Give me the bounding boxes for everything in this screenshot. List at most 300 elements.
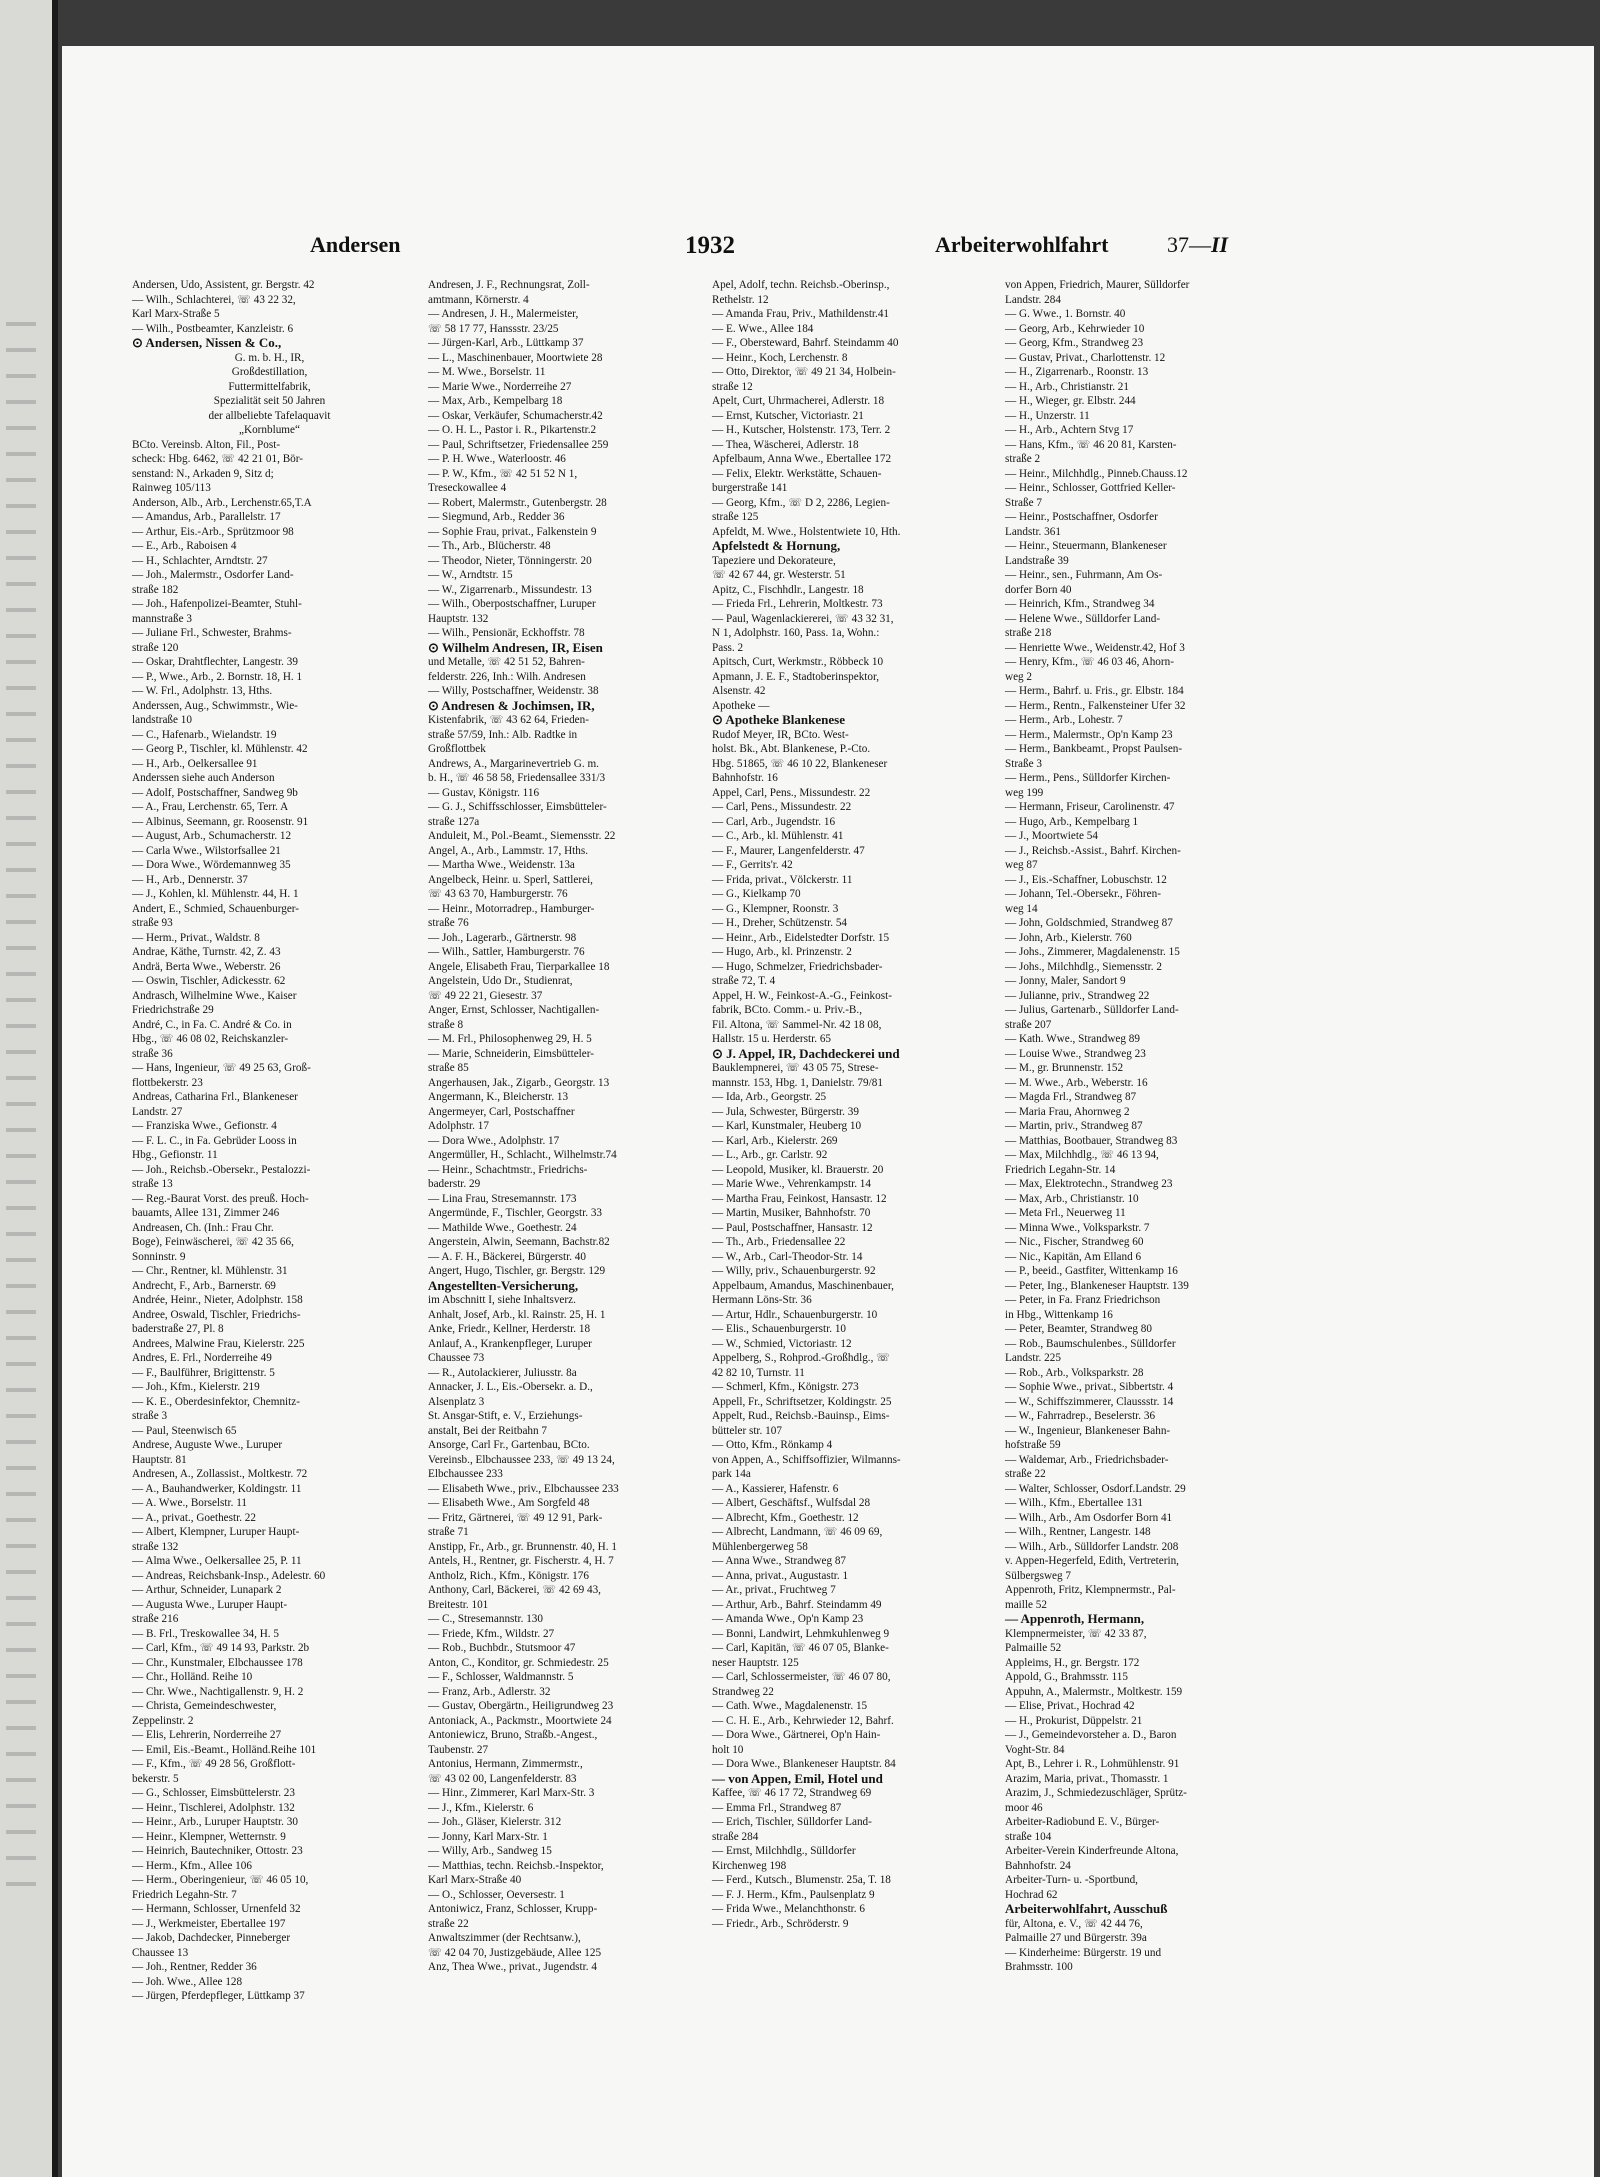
directory-line: Apfelbaum, Anna Wwe., Ebertallee 172 — [712, 453, 892, 465]
directory-line: — Nic., Fischer, Strandweg 60 — [1005, 1236, 1144, 1248]
directory-line: mannstr. 153, Hbg. 1, Danielstr. 79/81 — [712, 1076, 883, 1089]
directory-line: — H., Zigarrenarb., Roonstr. 13 — [1005, 366, 1149, 378]
directory-line: — G. Wwe., 1. Bornstr. 40 — [1005, 308, 1126, 320]
directory-line: — Arthur, Schneider, Lunapark 2 — [132, 1584, 282, 1596]
directory-line: — Meta Frl., Neuerweg 11 — [1005, 1207, 1126, 1219]
directory-line: Bahnhofstr. 16 — [712, 772, 778, 784]
directory-line: Karl Marx-Straße 5 — [132, 308, 220, 320]
directory-line: straße 71 — [428, 1526, 469, 1538]
directory-line: Anlauf, A., Krankenpfleger, Luruper — [428, 1337, 592, 1350]
directory-line: straße 2 — [1005, 453, 1041, 465]
directory-line: Andersen, Udo, Assistent, gr. Bergstr. 42 — [132, 279, 315, 291]
directory-line: — Theodor, Nieter, Tönningerstr. 20 — [428, 554, 592, 567]
directory-line: — Heinrich, Bautechniker, Ottostr. 23 — [132, 1845, 303, 1857]
directory-line: Bauklempnerei, ☏ 43 05 75, Strese- — [712, 1062, 879, 1074]
directory-line: — Andresen, J. H., Malermeister, — [428, 308, 579, 320]
directory-line: landstraße 10 — [132, 714, 192, 726]
directory-line: Appel, Carl, Pens., Missundestr. 22 — [712, 786, 871, 799]
directory-line: Appelt, Rud., Reichsb.-Bauinsp., Eims- — [712, 1410, 890, 1422]
directory-line: — Arthur, Arb., Bahrf. Steindamm 49 — [712, 1598, 882, 1611]
directory-line: — M., gr. Brunnenstr. 152 — [1005, 1062, 1124, 1074]
directory-line: Appenroth, Fritz, Klempnermstr., Pal- — [1005, 1584, 1176, 1596]
directory-line: Landstr. 284 — [1005, 293, 1061, 306]
directory-line: Antels, H., Rentner, gr. Fischerstr. 4, H. 7 — [428, 1555, 614, 1567]
directory-line: Tapeziere und Dekorateure, — [712, 554, 836, 567]
adjacent-page-edge — [0, 0, 58, 2177]
directory-line: — Heinr., Motorradrep., Hamburger- — [428, 902, 595, 915]
directory-line: Apitz, C., Fischhdlr., Langestr. 18 — [712, 583, 864, 596]
directory-line: — K. E., Oberdesinfektor, Chemnitz- — [132, 1395, 300, 1408]
directory-line: — Johs., Zimmerer, Magdalenenstr. 15 — [1005, 946, 1180, 958]
directory-line: anstalt, Bei der Reitbahn 7 — [428, 1424, 547, 1437]
directory-line: Annacker, J. L., Eis.-Obersekr. a. D., — [428, 1381, 593, 1393]
directory-line: straße 125 — [712, 511, 759, 523]
directory-line: — Herm., Arb., Lohestr. 7 — [1005, 714, 1123, 726]
directory-line: Hbg., Gefionstr. 11 — [132, 1149, 218, 1161]
directory-line: — A., Bauhandwerker, Koldingstr. 11 — [132, 1482, 302, 1495]
directory-line: Alsenstr. 42 — [712, 685, 766, 697]
directory-line: — Siegmund, Arb., Redder 36 — [428, 511, 565, 523]
directory-line: — Rob., Buchbdr., Stutsmoor 47 — [428, 1642, 576, 1654]
directory-line: straße 104 — [1005, 1830, 1052, 1843]
directory-line: — Amandus, Arb., Parallelstr. 17 — [132, 511, 281, 523]
directory-line: straße 93 — [132, 917, 173, 929]
directory-line: Anwaltszimmer (der Rechtsanw.), — [428, 1932, 581, 1944]
directory-line: hofstraße 59 — [1005, 1439, 1061, 1451]
directory-line: straße 120 — [132, 641, 179, 654]
directory-line: Angestellten-Versicherung, — [428, 1277, 579, 1293]
directory-line: — Herm., Bahrf. u. Fris., gr. Elbstr. 184 — [1005, 685, 1184, 697]
directory-line: — Hans, Ingenieur, ☏ 49 25 63, Groß- — [132, 1062, 311, 1074]
directory-line: — A., privat., Goethestr. 22 — [132, 1511, 256, 1524]
directory-line: Andert, E., Schmied, Schauenburger- — [132, 902, 300, 915]
directory-line: „Kornblume“ — [239, 424, 300, 436]
directory-line: Andrees, Malwine Frau, Kielerstr. 225 — [132, 1337, 305, 1350]
directory-line: — Rob., Arb., Volksparkstr. 28 — [1005, 1366, 1144, 1379]
directory-line: — C., Arb., kl. Mühlenstr. 41 — [712, 830, 844, 842]
directory-line: — Jürgen, Pferdepfleger, Lüttkamp 37 — [132, 1990, 305, 2002]
directory-line: — Magda Frl., Strandweg 87 — [1005, 1091, 1137, 1103]
directory-line: — Ernst, Kutscher, Victoriastr. 21 — [712, 409, 864, 422]
directory-line: ☏ 49 22 21, Giesestr. 37 — [428, 989, 543, 1002]
directory-line: — W., Arb., Carl-Theodor-Str. 14 — [712, 1250, 863, 1263]
directory-line: — Herm., Oberingenieur, ☏ 46 05 10, — [132, 1874, 309, 1886]
directory-line: — Carl, Kfm., ☏ 49 14 93, Parkstr. 2b — [132, 1642, 310, 1654]
directory-line: Arazim, J., Schmiedezuschläger, Sprütz- — [1005, 1787, 1187, 1799]
directory-line: straße 127a — [428, 815, 480, 828]
directory-line: — A. F. H., Bäckerei, Bürgerstr. 40 — [428, 1250, 586, 1263]
directory-line: in Hbg., Wittenkamp 16 — [1005, 1308, 1113, 1321]
directory-line: — Kinderheime: Bürgerstr. 19 und — [1005, 1946, 1162, 1959]
directory-line: — John, Goldschmied, Strandweg 87 — [1005, 917, 1173, 929]
directory-line: — Oskar, Drahtflechter, Langestr. 39 — [132, 656, 298, 668]
directory-line: — Herm., Privat., Waldstr. 8 — [132, 931, 260, 944]
directory-line: straße 12 — [712, 380, 753, 393]
directory-line: der allbeliebte Tafelaquavit — [208, 409, 331, 422]
directory-line: Hallstr. 15 u. Herderstr. 65 — [712, 1033, 832, 1045]
directory-line: — Marie Wwe., Vehrenkampstr. 14 — [712, 1178, 871, 1190]
directory-line: Landstr. 27 — [132, 1105, 183, 1118]
directory-line: — Marie, Schneiderin, Eimsbütteler- — [428, 1047, 594, 1060]
directory-line: — Artur, Hdlr., Schauenburgerstr. 10 — [712, 1308, 878, 1321]
directory-line: dorfer Born 40 — [1005, 583, 1072, 596]
directory-line: Klempnermeister, ☏ 42 33 87, — [1005, 1627, 1147, 1640]
directory-line: ☏ 58 17 77, Hanssstr. 23/25 — [428, 322, 559, 335]
directory-line: Apfeldt, M. Wwe., Holstentwiete 10, Hth. — [712, 525, 901, 538]
directory-line: Andres, E. Frl., Norderreihe 49 — [132, 1352, 272, 1364]
directory-line: — Nic., Kapitän, Am Elland 6 — [1005, 1250, 1142, 1263]
directory-line: Friedrich Legahn-Str. 7 — [132, 1888, 237, 1901]
directory-line: Arbeiter-Turn- u. -Sportbund, — [1005, 1874, 1138, 1886]
directory-line: v. Appen-Hegerfeld, Edith, Vertreterin, — [1005, 1555, 1179, 1567]
directory-line: Anton, C., Konditor, gr. Schmiedestr. 25 — [428, 1656, 609, 1669]
directory-line: — Martin, priv., Strandweg 87 — [1005, 1120, 1143, 1132]
directory-line: — Wilh., Kfm., Ebertallee 131 — [1005, 1497, 1143, 1509]
directory-line: straße 284 — [712, 1830, 759, 1843]
directory-line: Rudof Meyer, IR, BCto. West- — [712, 728, 849, 741]
directory-line: Anz, Thea Wwe., privat., Jugendstr. 4 — [428, 1961, 597, 1973]
directory-line: — Jakob, Dachdecker, Pinneberger — [132, 1932, 291, 1944]
directory-line: Straße 3 — [1005, 757, 1042, 770]
directory-line: Andresen, A., Zollassist., Moltkestr. 72 — [132, 1468, 308, 1480]
directory-line: — August, Arb., Schumacherstr. 12 — [132, 830, 292, 842]
directory-line: Apt, B., Lehrer i. R., Lohmühlenstr. 91 — [1005, 1758, 1180, 1770]
directory-line: — Heinr., sen., Fuhrmann, Am Os- — [1005, 569, 1163, 581]
directory-line: Hauptstr. 81 — [132, 1453, 187, 1466]
directory-line: Antoniewicz, Bruno, Straßb.-Angest., — [428, 1729, 598, 1741]
directory-line: — P., Wwe., Arb., 2. Bornstr. 18, H. 1 — [132, 670, 303, 683]
directory-line: — Elis, Lehrerin, Norderreihe 27 — [132, 1729, 282, 1741]
directory-line: Apotheke — — [712, 699, 770, 712]
directory-line: — Bonni, Landwirt, Lehmkuhlenweg 9 — [712, 1627, 890, 1640]
directory-line: — Reg.-Baurat Vorst. des preuß. Hoch- — [132, 1192, 309, 1205]
directory-line: Apfelstedt & Hornung, — [712, 538, 841, 553]
directory-line: — Albert, Geschäftsf., Wulfsdal 28 — [712, 1497, 871, 1509]
directory-line: Andrae, Käthe, Turnstr. 42, Z. 43 — [132, 946, 281, 958]
directory-line: — Martin, Musiker, Bahnhofstr. 70 — [712, 1207, 871, 1219]
directory-line: — Wilh., Schlachterei, ☏ 43 22 32, — [132, 293, 296, 306]
directory-line: — Christa, Gemeindeschwester, — [132, 1700, 277, 1712]
directory-line: — Georg, Arb., Kehrwieder 10 — [1005, 322, 1145, 335]
directory-line: straße 22 — [1005, 1468, 1046, 1480]
directory-line: weg 87 — [1005, 859, 1038, 871]
directory-line: Andrese, Auguste Wwe., Luruper — [132, 1439, 283, 1451]
directory-line: Anke, Friedr., Kellner, Herderstr. 18 — [428, 1323, 591, 1335]
directory-line: Angelbeck, Heinr. u. Sperl, Sattlerei, — [428, 873, 593, 886]
directory-line: — Dora Wwe., Blankeneser Hauptstr. 84 — [712, 1758, 896, 1770]
directory-line: — Anna Wwe., Strandweg 87 — [712, 1555, 847, 1567]
directory-line: — Georg, Kfm., ☏ D 2, 2286, Legien- — [712, 496, 890, 509]
directory-line: — Gustav, Privat., Charlottenstr. 12 — [1005, 351, 1166, 364]
directory-line: — L., Arb., gr. Carlstr. 92 — [712, 1149, 828, 1161]
directory-line: — Helene Wwe., Sülldorfer Land- — [1005, 612, 1161, 625]
directory-line: scheck: Hbg. 6462, ☏ 42 21 01, Bör- — [132, 453, 303, 465]
directory-line: — Mathilde Wwe., Goethestr. 24 — [428, 1221, 577, 1234]
directory-line: Palmaille 52 — [1005, 1642, 1062, 1654]
directory-line: — Lina Frau, Stresemannstr. 173 — [428, 1192, 577, 1205]
directory-line: — M. Wwe., Borselstr. 11 — [428, 366, 546, 378]
directory-line: Andresen, J. F., Rechnungsrat, Zoll- — [428, 279, 590, 291]
directory-line: straße 13 — [132, 1178, 173, 1190]
directory-line: Sonninstr. 9 — [132, 1250, 186, 1263]
directory-line: Karl Marx-Straße 40 — [428, 1874, 522, 1886]
directory-line: — F. L. C., in Fa. Gebrüder Looss in — [132, 1134, 297, 1147]
directory-line: bekerstr. 5 — [132, 1772, 179, 1785]
directory-line: — Wilh., Oberpostschaffner, Luruper — [428, 598, 596, 610]
directory-line: von Appen, A., Schiffsoffizier, Wilmanns- — [712, 1453, 901, 1466]
directory-line: Anderssen, Aug., Schwimmstr., Wie- — [132, 699, 298, 712]
directory-line: — Peter, Beamter, Strandweg 80 — [1005, 1323, 1152, 1335]
directory-line: — Herm., Pens., Sülldorfer Kirchen- — [1005, 772, 1171, 784]
directory-line: — Willy, Arb., Sandweg 15 — [428, 1845, 552, 1857]
directory-line: Hbg. 51865, ☏ 46 10 22, Blankeneser — [712, 757, 888, 770]
directory-line: — Jonny, Maler, Sandort 9 — [1005, 975, 1126, 987]
directory-line: von Appen, Friedrich, Maurer, Sülldorfer — [1005, 279, 1190, 291]
directory-line: Futtermittelfabrik, — [228, 380, 311, 393]
directory-line: straße 3 — [132, 1410, 168, 1422]
directory-line: — Paul, Steenwisch 65 — [132, 1424, 237, 1437]
directory-line: Angerstein, Alwin, Seemann, Bachstr.82 — [428, 1236, 610, 1248]
directory-line: — H., Kutscher, Holstenstr. 173, Terr. 2 — [712, 424, 891, 436]
directory-line: — Gustav, Obergärtn., Heiligrundweg 23 — [428, 1700, 614, 1712]
directory-line: — Augusta Wwe., Luruper Haupt- — [132, 1598, 288, 1611]
directory-line: — W., Ingenieur, Blankeneser Bahn- — [1005, 1424, 1171, 1437]
directory-line: — Carl, Schlossermeister, ☏ 46 07 80, — [712, 1671, 891, 1683]
directory-line: — Max, Arb., Kempelbarg 18 — [428, 395, 563, 407]
directory-line: Landstr. 225 — [1005, 1352, 1061, 1364]
directory-line: Adolphstr. 17 — [428, 1120, 489, 1132]
page-number-roman: II — [1211, 232, 1229, 257]
directory-line: — Heinr., Klempner, Wetternstr. 9 — [132, 1830, 286, 1843]
directory-line: holst. Bk., Abt. Blankenese, P.-Cto. — [712, 743, 871, 755]
directory-line: — Elisabeth Wwe., priv., Elbchaussee 233 — [428, 1482, 619, 1495]
directory-line: — Juliane Frl., Schwester, Brahms- — [132, 627, 292, 639]
directory-line: — Herm., Malermstr., Op'n Kamp 23 — [1005, 728, 1173, 741]
directory-line: — Martha Wwe., Weidenstr. 13a — [428, 859, 575, 871]
directory-line: — Hugo, Arb., Kempelbarg 1 — [1005, 815, 1139, 828]
directory-line: — Hermann, Schlosser, Urnenfeld 32 — [132, 1903, 301, 1915]
directory-line: ☏ 42 67 44, gr. Westerstr. 51 — [712, 569, 846, 581]
directory-line: Zeppelinstr. 2 — [132, 1714, 194, 1727]
directory-line: bütteler str. 107 — [712, 1424, 782, 1437]
directory-line: — Martha Frau, Feinkost, Hansastr. 12 — [712, 1192, 887, 1205]
directory-line: — G., Kielkamp 70 — [712, 888, 801, 900]
directory-line: Antonius, Hermann, Zimmermstr., — [428, 1758, 583, 1770]
directory-line: — J., Werkmeister, Ebertallee 197 — [132, 1917, 286, 1930]
directory-line: — C., Hafenarb., Wielandstr. 19 — [132, 728, 277, 741]
directory-line: — Emil, Eis.-Beamt., Holländ.Reihe 101 — [132, 1743, 317, 1756]
directory-line: — Wilh., Pensionär, Eckhoffstr. 78 — [428, 627, 585, 639]
directory-line: Arbeiter-Radiobund E. V., Bürger- — [1005, 1816, 1160, 1828]
directory-line: — Jürgen-Karl, Arb., Lüttkamp 37 — [428, 337, 584, 349]
directory-line: — Joh., Lagerarb., Gärtnerstr. 98 — [428, 931, 577, 944]
directory-line: Alsenplatz 3 — [428, 1395, 485, 1408]
directory-line: — Frida, privat., Völckerstr. 11 — [712, 873, 853, 886]
directory-line: — W., Fahrradrep., Beselerstr. 36 — [1005, 1410, 1156, 1422]
adjacent-page-text — [6, 300, 36, 1900]
directory-line: — O., Schlosser, Oeversestr. 1 — [428, 1888, 565, 1901]
directory-line: Großflottbek — [428, 743, 486, 755]
directory-line: — J., Reichsb.-Assist., Bahrf. Kirchen- — [1005, 844, 1181, 857]
directory-line: — Ferd., Kutsch., Blumenstr. 25a, T. 18 — [712, 1874, 891, 1886]
directory-line: — J., Moortwiete 54 — [1005, 830, 1098, 842]
directory-line: André, C., in Fa. C. André & Co. in — [132, 1018, 292, 1031]
directory-line: und Metalle, ☏ 42 51 52, Bahren- — [428, 656, 585, 668]
directory-line: — Arthur, Eis.-Arb., Sprützmoor 98 — [132, 525, 294, 538]
directory-line: — E. Wwe., Allee 184 — [712, 322, 814, 335]
directory-line: Sülbergsweg 7 — [1005, 1569, 1071, 1582]
directory-line: Anderssen siehe auch Anderson — [132, 772, 275, 784]
directory-line: — Chr., Rentner, kl. Mühlenstr. 31 — [132, 1265, 288, 1277]
directory-line: — H., Dreher, Schützenstr. 54 — [712, 917, 848, 929]
directory-line: — Oskar, Verkäufer, Schumacherstr.42 — [428, 409, 603, 422]
directory-line: — C., Stresemannstr. 130 — [428, 1613, 543, 1625]
directory-line: — Hermann, Friseur, Carolinenstr. 47 — [1005, 801, 1175, 813]
directory-line: — Rob., Baumschulenbes., Sülldorfer — [1005, 1337, 1176, 1350]
directory-line: straße 85 — [428, 1062, 469, 1074]
directory-line: — H., Unzerstr. 11 — [1005, 409, 1090, 422]
directory-line: — Max, Elektrotechn., Strandweg 23 — [1005, 1178, 1173, 1190]
directory-line: senstand: N., Arkaden 9, Sitz d; — [132, 467, 274, 480]
directory-line: Andrä, Berta Wwe., Weberstr. 26 — [132, 960, 281, 973]
directory-line: baderstraße 27, Pl. 8 — [132, 1323, 224, 1335]
directory-line: — John, Arb., Kielerstr. 760 — [1005, 931, 1132, 944]
directory-line: — H., Arb., Oelkersallee 91 — [132, 757, 258, 770]
directory-line: — Schmerl, Kfm., Königstr. 273 — [712, 1381, 859, 1393]
directory-line: Bahnhofstr. 24 — [1005, 1859, 1071, 1872]
directory-line: Rainweg 105/113 — [132, 482, 211, 494]
directory-line: burgerstraße 141 — [712, 482, 788, 494]
directory-line: Boge), Feinwäscherei, ☏ 42 35 66, — [132, 1236, 294, 1248]
directory-line: Landstraße 39 — [1005, 554, 1069, 567]
directory-line: G. m. b. H., IR, — [234, 351, 305, 364]
page-number-arabic: 37— — [1167, 232, 1211, 257]
directory-line: Palmaille 27 und Bürgerstr. 39a — [1005, 1932, 1147, 1944]
directory-line: — W., Arndtstr. 15 — [428, 569, 513, 581]
directory-line: — Appenroth, Hermann, — [1005, 1611, 1145, 1626]
directory-line: — Chr., Holländ. Reihe 10 — [132, 1671, 253, 1683]
directory-line: straße 8 — [428, 1018, 464, 1031]
directory-line: b. H., ☏ 46 58 58, Friedensallee 331/3 — [428, 772, 606, 784]
directory-line: — A., Kassierer, Hafenstr. 6 — [712, 1482, 839, 1495]
directory-line: Hauptstr. 132 — [428, 612, 489, 625]
directory-line: Taubenstr. 27 — [428, 1743, 489, 1756]
directory-line: mannstraße 3 — [132, 612, 192, 625]
directory-line: — F., Kfm., ☏ 49 28 56, Großflott- — [132, 1758, 296, 1770]
directory-line: — Karl, Arb., Kielerstr. 269 — [712, 1134, 838, 1147]
directory-line: — Herm., Rentn., Falkensteiner Ufer 32 — [1005, 699, 1186, 712]
directory-line: — Otto, Kfm., Rönkamp 4 — [712, 1439, 833, 1451]
directory-line: — G. J., Schiffsschlosser, Eimsbütteler- — [428, 801, 607, 813]
directory-line: — Jonny, Karl Marx-Str. 1 — [428, 1830, 548, 1843]
directory-line: — A., Frau, Lerchenstr. 65, Terr. A — [132, 801, 289, 813]
directory-line: Chaussee 73 — [428, 1352, 485, 1364]
directory-line: — Erich, Tischler, Sülldorfer Land- — [712, 1816, 872, 1828]
directory-line: Landstr. 361 — [1005, 525, 1061, 538]
column-4 — [1005, 278, 1280, 1973]
directory-line: — Sophie Wwe., privat., Sibbertstr. 4 — [1005, 1381, 1174, 1393]
directory-line: straße 182 — [132, 583, 179, 596]
directory-line: straße 22 — [428, 1917, 469, 1930]
directory-line: — Otto, Direktor, ☏ 49 21 34, Holbein- — [712, 366, 896, 378]
directory-line: — Heinr., Arb., Luruper Hauptstr. 30 — [132, 1816, 298, 1828]
directory-line: — W., Zigarrenarb., Missundestr. 13 — [428, 583, 592, 596]
directory-line: baderstr. 29 — [428, 1178, 481, 1190]
directory-line: — Adolf, Postschaffner, Sandweg 9b — [132, 786, 298, 799]
directory-line: Andree, Oswald, Tischler, Friedrichs- — [132, 1308, 301, 1321]
directory-line: — J., Eis.-Schaffner, Lobuschstr. 12 — [1005, 873, 1167, 886]
directory-line: — R., Autolackierer, Juliusstr. 8a — [428, 1366, 577, 1379]
directory-line: — Willy, Postschaffner, Weidenstr. 38 — [428, 685, 599, 697]
directory-line: St. Ansgar-Stift, e. V., Erziehungs- — [428, 1410, 583, 1422]
directory-line: — G., Klempner, Roonstr. 3 — [712, 902, 839, 915]
directory-line: — Ar., privat., Fruchtweg 7 — [712, 1584, 836, 1596]
directory-line: — Heinr., Milchhdlg., Pinneb.Chauss.12 — [1005, 467, 1188, 480]
directory-line: ⊙ Apotheke Blankenese — [712, 712, 845, 727]
directory-line: Anthony, Carl, Bäckerei, ☏ 42 69 43, — [428, 1584, 601, 1596]
directory-line: im Abschnitt I, siehe Inhaltsverz. — [428, 1294, 576, 1306]
directory-line: ☏ 43 63 70, Hamburgerstr. 76 — [428, 888, 568, 900]
directory-line: — Cath. Wwe., Magdalenenstr. 15 — [712, 1700, 868, 1712]
directory-line: — W., Schiffszimmerer, Claussstr. 14 — [1005, 1395, 1174, 1408]
directory-line: — Thea, Wäscherei, Adlerstr. 18 — [712, 438, 859, 451]
directory-line: — Joh., Kfm., Kielerstr. 219 — [132, 1381, 260, 1393]
directory-line: — Felix, Elektr. Werkstätte, Schauen- — [712, 467, 882, 480]
directory-line: — Peter, in Fa. Franz Friedrichson — [1005, 1294, 1161, 1306]
directory-line: — A. Wwe., Borselstr. 11 — [132, 1497, 247, 1509]
directory-line: weg 2 — [1005, 670, 1033, 683]
directory-line: — Hinr., Zimmerer, Karl Marx-Str. 3 — [428, 1787, 595, 1799]
directory-line: — Max, Milchhdlg., ☏ 46 13 94, — [1005, 1149, 1159, 1161]
directory-line: Antoniack, A., Packmstr., Moortwiete 24 — [428, 1714, 612, 1727]
directory-line: — Heinr., Schachtmstr., Friedrichs- — [428, 1163, 588, 1176]
directory-line: — F., Baulführer, Brigittenstr. 5 — [132, 1366, 275, 1379]
directory-line: — Gustav, Königstr. 116 — [428, 786, 540, 799]
directory-line: Friedrichstraße 29 — [132, 1004, 214, 1016]
directory-line: — Carl, Kapitän, ☏ 46 07 05, Blanke- — [712, 1642, 889, 1654]
directory-line: — Heinr., Schlosser, Gottfried Keller- — [1005, 482, 1176, 494]
directory-line: — Wilh., Postbeamter, Kanzleistr. 6 — [132, 322, 294, 335]
directory-line: Appel, H. W., Feinkost-A.-G., Feinkost- — [712, 989, 892, 1002]
directory-line: felderstr. 226, Inh.: Wilh. Andresen — [428, 670, 586, 683]
directory-line: — Friedr., Arb., Schröderstr. 9 — [712, 1917, 849, 1930]
directory-line: Arbeiterwohlfahrt, Ausschuß — [1005, 1901, 1168, 1916]
directory-line: Angermann, K., Bleicherstr. 13 — [428, 1091, 569, 1103]
directory-line: — Robert, Malermstr., Gutenbergstr. 28 — [428, 496, 607, 509]
directory-line: — Frieda Frl., Lehrerin, Moltkestr. 73 — [712, 598, 883, 610]
directory-line: straße 207 — [1005, 1018, 1052, 1031]
directory-line: — Carl, Arb., Jugendstr. 16 — [712, 815, 836, 828]
directory-line: — Franziska Wwe., Gefionstr. 4 — [132, 1120, 277, 1132]
directory-line: — von Appen, Emil, Hotel und — [712, 1770, 883, 1786]
directory-line: — Heinr., Tischlerei, Adolphstr. 132 — [132, 1801, 295, 1814]
directory-line: — H., Wieger, gr. Elbstr. 244 — [1005, 395, 1136, 407]
directory-line: — Herm., Bankbeamt., Propst Paulsen- — [1005, 743, 1183, 755]
directory-line: — F., Schlosser, Waldmannstr. 5 — [428, 1671, 574, 1683]
directory-line: neser Hauptstr. 125 — [712, 1656, 799, 1669]
directory-line: — Amanda Wwe., Op'n Kamp 23 — [712, 1613, 864, 1625]
directory-line: Kirchenweg 198 — [712, 1859, 787, 1872]
directory-line: holt 10 — [712, 1743, 744, 1756]
directory-line: — Heinr., Postschaffner, Osdorfer — [1005, 511, 1158, 523]
directory-line: Anhalt, Josef, Arb., kl. Rainstr. 25, H. 1 — [428, 1308, 606, 1321]
directory-line: flottbekerstr. 23 — [132, 1076, 203, 1089]
directory-line: Fil. Altona, ☏ Sammel-Nr. 42 18 08, — [712, 1018, 882, 1031]
directory-line: straße 218 — [1005, 627, 1052, 639]
column-3 — [712, 278, 987, 1938]
directory-line: Kaffee, ☏ 46 17 72, Strandweg 69 — [712, 1787, 872, 1799]
directory-line: — Dora Wwe., Gärtnerei, Op'n Hain- — [712, 1729, 881, 1741]
